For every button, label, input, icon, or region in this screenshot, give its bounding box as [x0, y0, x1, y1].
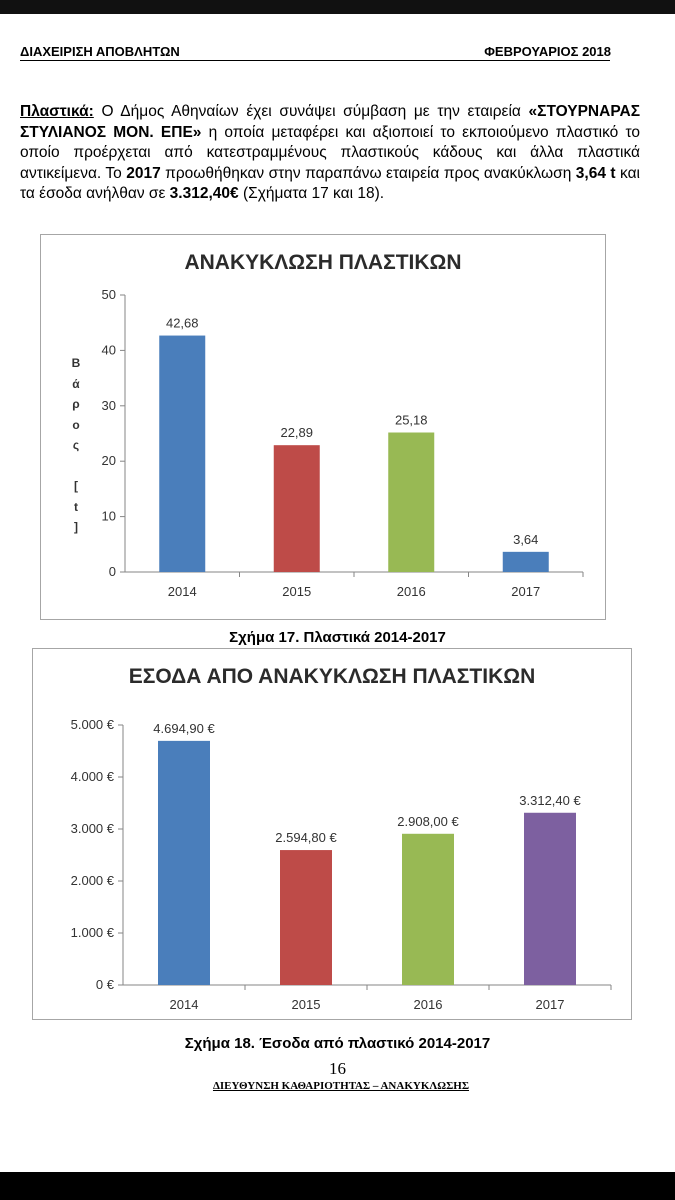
y-axis-label-char: t: [74, 499, 78, 514]
y-tick-label: 1.000 €: [70, 925, 114, 940]
figure-caption-17: Σχήμα 17. Πλαστικά 2014-2017: [229, 629, 446, 646]
header-left: ΔΙΑΧΕΙΡΙΣΗ ΑΠΟΒΛΗΤΩΝ: [20, 44, 180, 59]
chart-plot: [41, 235, 605, 619]
company-name: «ΣΤΟΥΡΝΑΡΑΣ ΣΤΥΛΙΑΝΟΣ ΜΟΝ. ΕΠΕ»: [20, 103, 640, 141]
paragraph-lead: Πλαστικά:: [20, 103, 94, 120]
y-tick-label: 20: [101, 453, 116, 469]
bar: [280, 850, 332, 985]
y-axis-label-char: ]: [74, 520, 78, 534]
x-tick-label: 2015: [291, 997, 321, 1012]
x-tick-label: 2016: [413, 997, 443, 1012]
y-tick-label: 0: [108, 564, 116, 579]
data-label: 2.594,80 €: [275, 830, 337, 846]
x-tick-label: 2016: [396, 584, 426, 599]
paragraph-year: 2017: [126, 164, 161, 182]
data-label: 3.312,40 €: [519, 792, 581, 808]
bar: [158, 741, 210, 985]
data-label: 3,64: [513, 531, 539, 547]
data-label: 42,68: [165, 315, 199, 331]
paragraph-income: 3.312,40€: [169, 185, 239, 202]
y-tick-label: 5.000 €: [70, 717, 114, 732]
y-tick-label: 40: [101, 342, 116, 358]
header-right: ΦΕΒΡΟΥΑΡΙΟΣ 2018: [484, 44, 611, 59]
paragraph-text-1: Ο Δήμος Αθηναίων έχει συνάψει σύμβαση με την εταιρεία: [93, 103, 529, 120]
x-tick-label: 2017: [535, 997, 565, 1012]
bar: [274, 445, 320, 572]
y-tick-label: 4.000 €: [70, 769, 114, 784]
y-tick-label: 0 €: [95, 977, 114, 992]
y-axis-label-char: ρ: [72, 397, 80, 411]
x-tick-label: 2014: [167, 584, 197, 599]
bar: [402, 834, 454, 985]
paragraph-text-3: προωθήθηκαν στην παραπάνω εταιρεία προς ανακύκλωση: [160, 164, 576, 182]
y-tick-label: 50: [101, 287, 116, 302]
y-axis-label-char: ς: [72, 438, 80, 452]
y-axis-label-char: [: [74, 479, 78, 493]
data-label: 2.908,00 €: [397, 813, 459, 829]
bar: [388, 433, 434, 572]
y-tick-label: 2.000 €: [70, 873, 114, 888]
data-label: 22,89: [280, 425, 314, 441]
paragraph-text-4: και τα έσοδα ανήλθαν σε: [20, 164, 640, 202]
y-tick-label: 3.000 €: [70, 821, 114, 836]
body-paragraph: [20, 102, 640, 205]
chart-plastics-income: [32, 648, 632, 1020]
chart-plot: [33, 649, 631, 1019]
paragraph-text-2: η οποία μεταφέρει και αξιοποιεί το εκποιούμενο πλαστικό το οποίο προέρχεται από κατεστραμμένους πλαστικούς κάδους και άλλα πλαστικά αντικείμενα. Το: [20, 123, 640, 182]
bar: [524, 813, 576, 985]
y-axis-label-char: ά: [72, 376, 80, 391]
data-label: 4.694,90 €: [153, 720, 215, 736]
chart-title: ΕΣΟΔΑ ΑΠΟ ΑΝΑΚΥΚΛΩΣΗ ΠΛΑΣΤΙΚΩΝ: [128, 665, 536, 688]
x-tick-label: 2017: [511, 584, 541, 599]
figure-caption-18: Σχήμα 18. Έσοδα από πλαστικό 2014-2017: [184, 1035, 491, 1052]
paragraph-amount: 3,64 t: [575, 164, 616, 182]
data-label: 25,18: [394, 412, 428, 428]
chart-title: ΑΝΑΚΥΚΛΩΣΗ ΠΛΑΣΤΙΚΩΝ: [184, 251, 462, 274]
y-axis-label-char: ο: [72, 417, 80, 432]
chart-plastics-weight: [40, 234, 606, 620]
y-axis-label-char: Β: [71, 356, 81, 370]
x-tick-label: 2014: [169, 997, 199, 1012]
header-rule: [20, 60, 610, 61]
navigation-bar: [0, 1172, 675, 1200]
bar: [159, 336, 205, 572]
page-number: 16: [329, 1059, 346, 1078]
x-tick-label: 2015: [282, 584, 312, 599]
status-bar: [0, 0, 675, 14]
paragraph-text-5: (Σχήματα 17 και 18).: [238, 185, 385, 202]
bar: [503, 552, 549, 572]
y-tick-label: 30: [101, 397, 116, 413]
page-footer: ΔΙΕΥΘΥΝΣΗ ΚΑΘΑΡΙΟΤΗΤΑΣ – ΑΝΑΚΥΚΛΩΣΗΣ: [212, 1080, 470, 1092]
y-tick-label: 10: [101, 508, 116, 524]
